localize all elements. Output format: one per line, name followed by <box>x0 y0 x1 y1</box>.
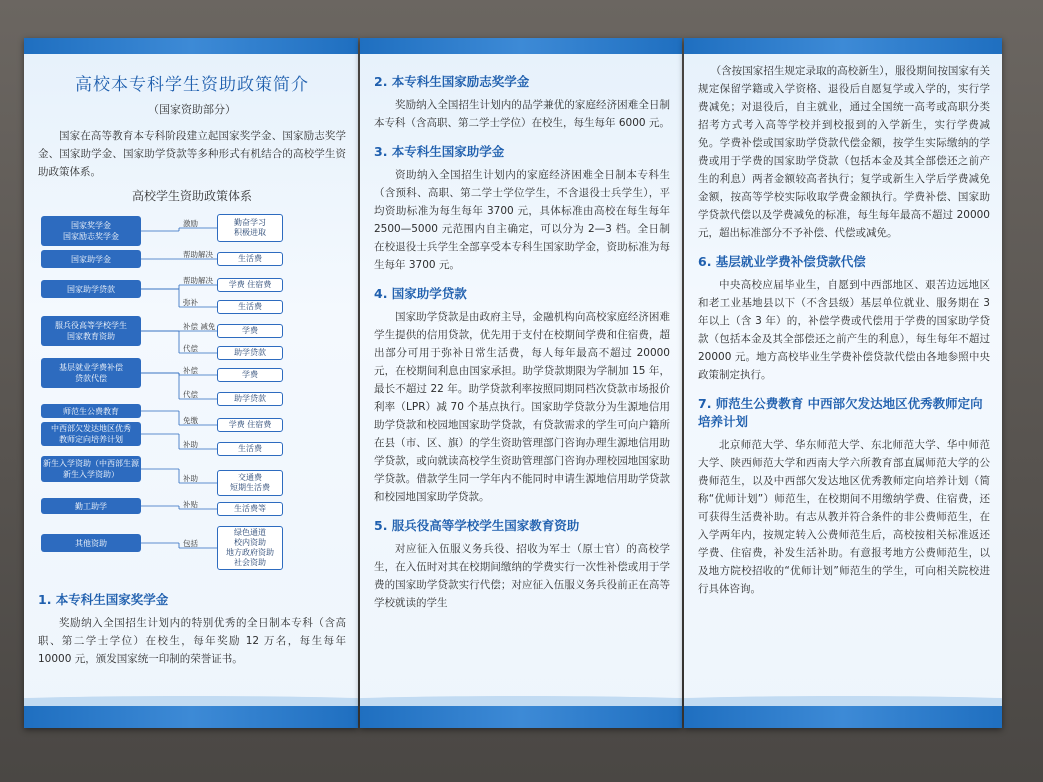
diagram-category-box: 服兵役高等学校学生 国家教育资助 <box>41 316 141 346</box>
diagram-edge-label: 代偿 <box>183 344 198 353</box>
diagram-edge-label: 激励 <box>183 219 198 228</box>
brochure-panel-middle <box>360 38 682 728</box>
diagram-title: 高校学生资助政策体系 <box>131 189 252 203</box>
diagram-category-box: 基层就业学费补偿 贷款代偿 <box>41 358 141 388</box>
section-4-heading: 4. 国家助学贷款 <box>374 286 467 301</box>
section-1-heading: 1. 本专科生国家奖学金 <box>38 592 169 607</box>
diagram-benefit-box: 学费 住宿费 <box>217 418 283 432</box>
diagram-edge-label: 帮助解决 <box>183 250 213 259</box>
section-3-heading: 3. 本专科生国家助学金 <box>374 144 505 159</box>
diagram-category-box: 勤工助学 <box>41 498 141 514</box>
diagram-edge-label: 补贴 <box>183 500 198 509</box>
diagram-benefit-box: 绿色通道 校内资助 地方政府资助 社会资助 <box>217 526 283 570</box>
policy-system-diagram <box>39 208 345 580</box>
diagram-benefit-box: 交通费 短期生活费 <box>217 470 283 496</box>
panel-bottom-bar <box>684 706 1002 728</box>
diagram-category-box: 中西部欠发达地区优秀 教师定向培养计划 <box>41 422 141 446</box>
diagram-category-box: 其他资助 <box>41 534 141 552</box>
section-5-continued: （含按国家招生规定录取的高校新生），服役期间按国家有关规定保留学籍或入学资格、退役后自愿复学或入学的，实行学费减免；对退役后，自主就业，通过全国统一高考或高职分类招考方式考入高等学校并到校报到的入学新生，实行学费减免。学费补偿或国家助学贷款代偿金额，按学生实际缴纳的学费或用于学费的国家助学贷款（包括本金及其全部偿还之前产生的利息）两者金额较高者执行；复学或新生入学后学费减免金额，按高等学校实际收取学费金额执行。学费补偿、国家助学贷款代偿以及学费减免的标准，每生每年最高不超过 20000 元，超出标准部分不予补偿、代偿或减免。 <box>698 65 990 239</box>
section-6-heading: 6. 基层就业学费补偿贷款代偿 <box>698 254 866 269</box>
diagram-benefit-box: 学费 <box>217 368 283 382</box>
section-2-heading: 2. 本专科生国家励志奖学金 <box>374 74 530 89</box>
diagram-edge-label: 包括 <box>183 539 198 548</box>
diagram-benefit-box: 生活费 <box>217 300 283 314</box>
section-5-body: 对应征入伍服义务兵役、招收为军士（原士官）的高校学生，在入伍时对其在校期间缴纳的学费实行一次性补偿或用于学费的国家助学贷款实行代偿；对应征入伍服义务兵役前正在高等学校就读的学生 <box>374 543 670 609</box>
diagram-benefit-box: 助学贷款 <box>217 392 283 406</box>
diagram-benefit-box: 助学贷款 <box>217 346 283 360</box>
panel-top-bar <box>360 38 682 54</box>
diagram-benefit-box: 学费 <box>217 324 283 338</box>
diagram-benefit-box: 生活费等 <box>217 502 283 516</box>
brochure-panel-left <box>24 38 358 728</box>
diagram-benefit-box: 勤奋学习 积极进取 <box>217 214 283 242</box>
section-3-body: 资助纳入全国招生计划内的家庭经济困难全日制本专科生（含预科、高职、第二学士学位学生，不含退役士兵学生），平均资助标准为每生每年 3700 元，具体标准由高校在每生每年 2500—5000 元范围内自主确定，可以分为 2—3 档。全日制在校退役士兵学生全部享受本专科生国家助学金，资助标准为每生每年 3700 元。 <box>374 169 670 271</box>
diagram-edge-label: 免缴 <box>183 416 198 425</box>
diagram-edge-label: 代偿 <box>183 390 198 399</box>
diagram-edge-label: 补助 <box>183 440 198 449</box>
diagram-benefit-box: 生活费 <box>217 252 283 266</box>
diagram-category-box: 国家奖学金 国家励志奖学金 <box>41 216 141 246</box>
diagram-category-box: 新生入学资助（中西部生源 新生入学资助） <box>41 456 141 482</box>
diagram-edge-label: 补偿 减免 <box>183 322 216 331</box>
diagram-category-box: 师范生公费教育 <box>41 404 141 418</box>
intro-paragraph: 国家在高等教育本专科阶段建立起国家奖学金、国家励志奖学金、国家助学金、国家助学贷款等多种形式有机结合的高校学生资助政策体系。 <box>38 130 346 178</box>
section-1-body: 奖励纳入全国招生计划内的特别优秀的全日制本专科（含高职、第二学士学位）在校生，每年奖励 12 万名，每生每年 10000 元，颁发国家统一印制的荣誉证书。 <box>38 617 346 665</box>
section-4-body: 国家助学贷款是由政府主导，金融机构向高校家庭经济困难学生提供的信用贷款，优先用于支付在校期间学费和住宿费，超出部分可用于弥补日常生活费，每人每年最高不超过 20000 元，在校期间利息由国家承担。助学贷款期限为学制加 15 年，最长不超过 22 年。助学贷款利率按照同期同档次贷款市场报价利率（LPR）减 70 个基点执行。国家助学贷款分为生源地信用助学贷款和校园地国家助学贷款，有贷款需求的学生可向户籍所在县（市、区、旗）的学生资助管理部门咨询办理生源地信用助学贷款，或向就读高校学生资助管理部门咨询办理校园地国家助学贷款。借款学生同一学年内不能同时申请生源地信用助学贷款和校园地国家助学贷款。 <box>374 311 670 503</box>
diagram-category-box: 国家助学贷款 <box>41 280 141 298</box>
panel-top-bar <box>24 38 358 54</box>
brochure-subtitle: （国家资助部分） <box>148 103 236 116</box>
diagram-edge-label: 补偿 <box>183 366 198 375</box>
section-7-body: 北京师范大学、华东师范大学、东北师范大学、华中师范大学、陕西师范大学和西南大学六所教育部直属师范大学的公费师范生，以及中西部欠发达地区优秀教师定向培养计划（简称“优师计划”）师范生，在校期间不用缴纳学费、住宿费，还可获得生活费补助。有志从教并符合条件的非公费师范生，在入学两年内，按规定转入公费师范生后，高校按相关标准返还学费、住宿费，补发生活补助。有意报考地方公费师范生，以及地方院校招收的“优师计划”师范生的学生，可向相关院校进行具体咨询。 <box>698 439 990 595</box>
diagram-edge-label: 弥补 <box>183 298 198 307</box>
panel-bottom-bar <box>24 706 358 728</box>
brochure-panel-right <box>684 38 1002 728</box>
panel-bottom-bar <box>360 706 682 728</box>
section-5-heading: 5. 服兵役高等学校学生国家教育资助 <box>374 518 580 533</box>
diagram-category-box: 国家助学金 <box>41 250 141 268</box>
diagram-edge-label: 帮助解决 <box>183 276 213 285</box>
section-6-body: 中央高校应届毕业生，自愿到中西部地区、艰苦边远地区和老工业基地县以下（不含县级）基层单位就业、服务期在 3 年以上（含 3 年）的，补偿学费或代偿用于学费的国家助学贷款（包括本金及其全部偿还之前产生的利息），每生每年不超过 20000 元。地方高校毕业生学费补偿贷款代偿由各地参照中央政策制定执行。 <box>698 279 990 381</box>
diagram-edge-label: 补助 <box>183 474 198 483</box>
section-2-body: 奖励纳入全国招生计划内的品学兼优的家庭经济困难全日制本专科（含高职、第二学士学位）在校生，每生每年 6000 元。 <box>374 99 670 129</box>
diagram-benefit-box: 生活费 <box>217 442 283 456</box>
panel-top-bar <box>684 38 1002 54</box>
diagram-benefit-box: 学费 住宿费 <box>217 278 283 292</box>
brochure-title: 高校本专科学生资助政策简介 <box>75 75 309 95</box>
section-7-heading: 7. 师范生公费教育 中西部欠发达地区优秀教师定向培养计划 <box>698 396 983 429</box>
